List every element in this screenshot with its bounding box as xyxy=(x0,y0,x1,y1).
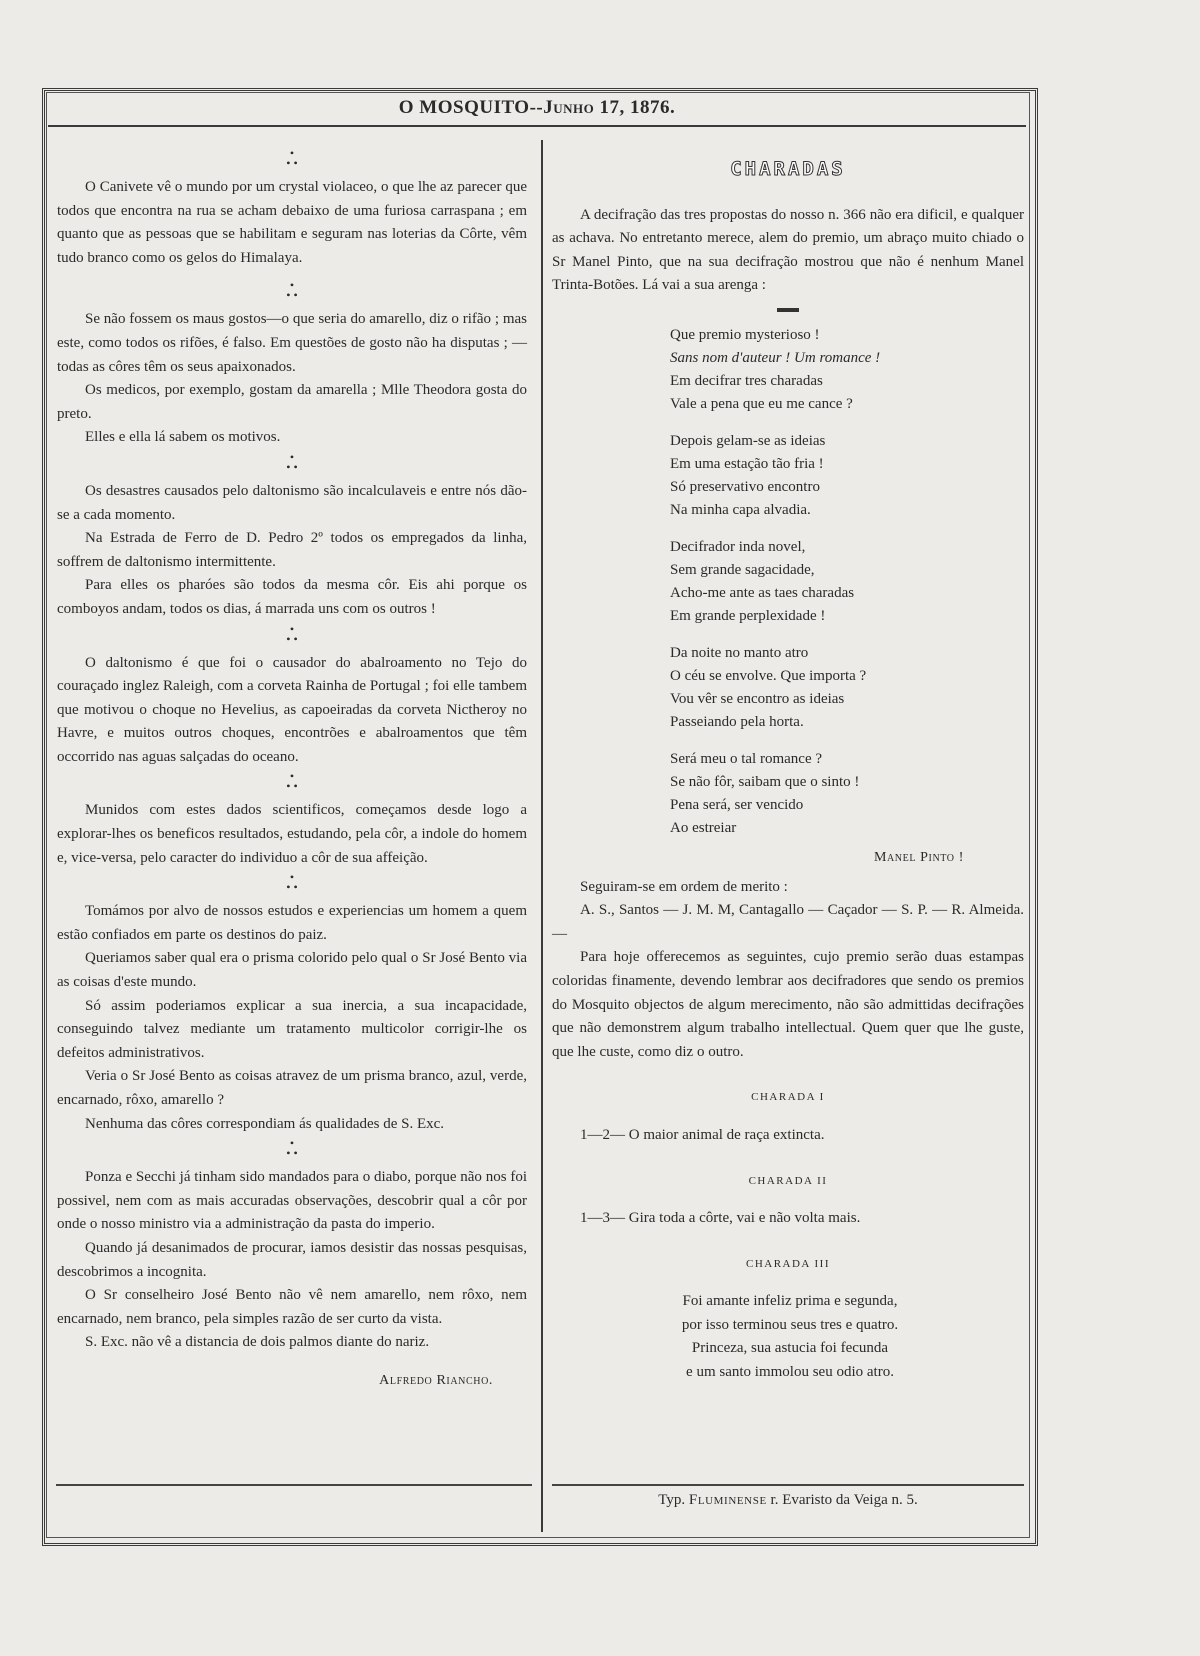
masthead xyxy=(48,94,1026,122)
poem-stanza xyxy=(670,748,1024,840)
paragraph: Quando já desanimados de procurar, iamos desistir das nossas pesquisas, descobrimos a incognita. xyxy=(57,1239,527,1280)
right-column xyxy=(552,158,1024,1385)
poem-line: Pena será, ser vencido xyxy=(670,796,804,813)
imprint-address: r. Evaristo da Veiga n. 5. xyxy=(770,1492,918,1508)
paragraph: Os desastres causados pelo daltonismo são incalculaveis e entre nós dão-se a cada momento. xyxy=(57,482,527,523)
article-signature: Alfredo Riancho. xyxy=(379,1372,493,1388)
charada-heading: CHARADA I xyxy=(751,1091,825,1104)
paragraph: Se não fossem os maus gostos—o que seria do amarello, diz o rifão ; mas este, como todos os rifões, é falso. Em questões de gosto não ha disputas ; — todas as côres têm os seus apaixonados. xyxy=(57,311,527,375)
printer-imprint xyxy=(552,1492,1024,1509)
charada-verse xyxy=(556,1290,1024,1384)
section-dots: • • • xyxy=(286,1136,298,1161)
poem-line: Sans nom d'auteur ! Um romance ! xyxy=(670,349,881,366)
paragraph: Para elles os pharóes são todos da mesma côr. Eis ahi porque os comboyos andam, todos os dias, á marrada uns com os outros ! xyxy=(57,577,527,617)
paragraph: Elles e ella lá sabem os motivos. xyxy=(85,429,281,446)
verse-line: por isso terminou seus tres e quatro. xyxy=(681,1316,899,1333)
paragraph: O Sr conselheiro José Bento não vê nem amarello, nem rôxo, nem encarnado, nem branco, pela simples razão de ser curto da vista. xyxy=(57,1287,527,1327)
poem-line: Na minha capa alvadia. xyxy=(670,501,811,518)
section-dots: • • • xyxy=(286,278,298,303)
paragraph: Só assim poderiamos explicar a sua inercia, a sua incapacidade, conseguindo talvez mediante um tratamento multicolor corrigir-lhe os defeitos administrativos. xyxy=(57,997,527,1061)
paragraph: Na Estrada de Ferro de D. Pedro 2º todos os empregados da linha, soffrem de daltonismo intermittente. xyxy=(57,530,527,570)
poem-line: Vale a pena que eu me cance ? xyxy=(670,395,853,412)
paragraph: Queriamos saber qual era o prisma colorido pelo qual o Sr José Bento via as coisas d'este mundo. xyxy=(57,950,527,991)
bottom-rule-left xyxy=(56,1484,532,1486)
poem-line: Se não fôr, saibam que o sinto ! xyxy=(670,773,860,790)
verse-line: e um santo immolou seu odio atro. xyxy=(686,1364,894,1381)
separator-dash xyxy=(777,308,799,312)
left-column xyxy=(57,146,527,1393)
paragraph: O Canivete vê o mundo por um crystal violaceo, o que lhe az parecer que todos que encontra na rua se acham debaixo de uma furiosa carraspana ; em quanto que as pessoas que se habilitam e seguram nas loterias da Côrte, vêm tudo branco como os gelos do Himalaya. xyxy=(57,179,527,266)
section-dots: • • • xyxy=(286,870,298,895)
poem-line: Em grande perplexidade ! xyxy=(670,607,826,624)
poem-line: O céu se envolve. Que importa ? xyxy=(670,667,867,684)
paragraph: Seguiram-se em ordem de merito : xyxy=(580,878,788,895)
masthead-separator: -- xyxy=(529,97,544,118)
verse-line: Princeza, sua astucia foi fecunda xyxy=(691,1340,889,1357)
poem-stanza xyxy=(670,536,1024,628)
paragraph: S. Exc. não vê a distancia de dois palmos diante do nariz. xyxy=(85,1334,430,1351)
masthead-date: Junho 17, 1876. xyxy=(543,97,676,118)
charada-text: 1—2— O maior animal de raça extincta. xyxy=(580,1126,825,1143)
section-title: CHARADAS xyxy=(730,158,846,180)
charada-text: 1—3— Gira toda a côrte, vai e não volta mais. xyxy=(580,1210,861,1227)
column-divider xyxy=(541,140,543,1532)
poem-stanza xyxy=(670,430,1024,522)
masthead-title: O MOSQUITO xyxy=(398,97,530,118)
poem-signature: Manel Pinto ! xyxy=(873,849,964,865)
merit-list: A. S., Santos — J. M. M, Cantagallo — Caçador — S. P. — R. Almeida. — xyxy=(552,902,1024,942)
section-dots: • • • xyxy=(286,769,298,794)
poem-line: Passeiando pela horta. xyxy=(670,713,804,730)
poem-line: Em uma estação tão fria ! xyxy=(670,455,824,472)
paragraph: Para hoje offerecemos as seguintes, cujo premio serão duas estampas coloridas finamente, devendo lembrar aos decifradores que sendo os premios do Mosquito objectos de algum merecimento, não são admittidas decifrações que não demonstrem algum trabalho intellectual. Quem quer que lhe guste, que lhe custe, como diz o outro. xyxy=(552,949,1024,1060)
poem-line: Vou vêr se encontro as ideias xyxy=(670,690,845,707)
poem-stanza xyxy=(670,642,1024,734)
poem-line: Decifrador inda novel, xyxy=(670,538,806,555)
poem-line: Em decifrar tres charadas xyxy=(670,372,823,389)
paragraph: Ponza e Secchi já tinham sido mandados para o diabo, porque não nos foi possivel, nem com as mais accuradas observações, descobrir qual a côr por onde o nosso ministro via a administração da pasta do imperio. xyxy=(57,1169,527,1233)
verse-line: Foi amante infeliz prima e segunda, xyxy=(682,1293,898,1310)
paragraph: Os medicos, por exemplo, gostam da amarella ; Mlle Theodora gosta do preto. xyxy=(57,382,527,422)
charada-heading: CHARADA III xyxy=(745,1257,831,1270)
poem-line: Acho-me ante as taes charadas xyxy=(670,584,855,601)
masthead-rule xyxy=(48,125,1026,127)
imprint-name: Fluminense xyxy=(688,1492,767,1508)
charada-heading: CHARADA II xyxy=(748,1174,828,1187)
paragraph: Veria o Sr José Bento as coisas atravez de um prisma branco, azul, verde, encarnado, rôxo, amarello ? xyxy=(57,1068,527,1108)
poem-line: Ao estreiar xyxy=(670,819,737,836)
paragraph: Nenhuma das côres correspondiam ás qualidades de S. Exc. xyxy=(85,1115,445,1132)
paragraph: Tomámos por alvo de nossos estudos e experiencias um homem a quem estão confiados em parte os destinos do paiz. xyxy=(57,903,527,943)
poem-line: Depois gelam-se as ideias xyxy=(670,432,826,449)
section-dots: • • • xyxy=(286,621,298,646)
poem-line: Que premio mysterioso ! xyxy=(670,326,820,343)
poem-stanza xyxy=(670,324,1024,416)
paragraph: O daltonismo é que foi o causador do abalroamento no Tejo do couraçado inglez Raleigh, com a corveta Rainha de Portugal ; foi elle tambem que motivou o choque no Hevelius, as capoeiradas da corveta Nictheroy no Havre, e muitos outros choques, encontrões e abalroamentos que têm occorrido nas aguas salçadas do oceano. xyxy=(57,654,527,765)
imprint-prefix: Typ. xyxy=(658,1492,686,1508)
section-dots: • • • xyxy=(286,449,298,474)
poem-line: Sem grande sagacidade, xyxy=(670,561,815,578)
section-dots: • • • xyxy=(286,146,298,170)
poem-line: Será meu o tal romance ? xyxy=(670,750,823,767)
paragraph: A decifração das tres propostas do nosso n. 366 não era dificil, e qualquer as achava. No entretanto merece, alem do premio, um abraço muito chiado o Sr Manel Pinto, que na sua decifração mostrou que não é nenhum Manel Trinta-Botões. Lá vai a sua arenga : xyxy=(552,206,1024,294)
poem-line: Da noite no manto atro xyxy=(670,644,809,661)
bottom-rule-right xyxy=(552,1484,1024,1486)
paragraph: Munidos com estes dados scientificos, começamos desde logo a explorar-lhes os beneficos resultados, estudando, pela côr, a indole do homem e, vice-versa, pelo caracter do individuo a côr de sua affeição. xyxy=(57,802,527,866)
poem-line: Só preservativo encontro xyxy=(670,478,820,495)
